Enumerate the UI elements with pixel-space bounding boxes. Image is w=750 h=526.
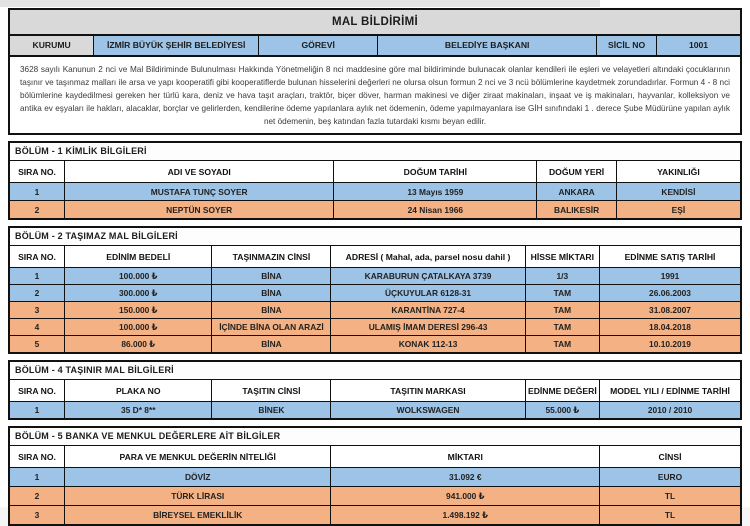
data-cell: TAM <box>525 336 599 352</box>
data-cell: 2 <box>34 491 40 501</box>
header-cell: TAŞINMAZIN CİNSİ <box>211 246 330 267</box>
header-cell: ADI VE SOYADI <box>64 161 333 182</box>
kurumu-value: İZMİR BÜYÜK ŞEHİR BELEDİYESİ <box>93 36 258 55</box>
table-row <box>10 285 740 302</box>
document-header-block <box>8 8 742 135</box>
data-cell: TL <box>599 506 740 524</box>
data-cell: TL <box>599 487 740 505</box>
data-cell: 1.498.192 ₺ <box>330 506 599 524</box>
data-cell: BALIKESİR <box>536 201 616 218</box>
data-cell: 3 <box>34 510 40 520</box>
data-cell: BİNA <box>211 268 330 284</box>
table-row <box>10 319 740 336</box>
header-cell: MİKTARI <box>330 446 599 467</box>
header-cell: SIRA NO. <box>18 251 56 262</box>
scan-artifact-strip <box>0 0 600 7</box>
data-cell: 100.000 ₺ <box>64 268 211 284</box>
section <box>8 360 742 420</box>
data-cell: 35 D* 8** <box>64 402 211 418</box>
kurumu-label: KURUMU <box>10 36 93 55</box>
table-header-row <box>10 246 740 268</box>
table-row <box>10 302 740 319</box>
section-title: BÖLÜM - 1 KİMLİK BİLGİLERİ <box>10 143 740 161</box>
header-cell: EDİNİM BEDELİ <box>64 246 211 267</box>
header-cell: EDİNME SATIŞ TARİHİ <box>599 246 740 267</box>
data-cell: 24 Nisan 1966 <box>333 201 536 218</box>
data-cell: 2010 / 2010 <box>599 402 740 418</box>
header-cell: DOĞUM TARİHİ <box>333 161 536 182</box>
data-cell: WOLKSWAGEN <box>330 402 524 418</box>
data-cell: 26.06.2003 <box>599 285 740 301</box>
legal-declaration-text: 3628 sayılı Kanunun 2 nci ve Mal Bildiriminde Bulunulması Hakkında Yönetmeliğin 8 nci maddesine göre mal bildiriminde bulunacak olanlar kendileri ile eşleri ve velayetleri altındaki çocuklarının taşınır ve taşınmaz malları ile arsa ve yapı kooperatifi gibi kooperatiflerde bulunan hisselerini değerleri ne olursa olsun formun 2 nci ve 3 ncü bölümlerine kaydetmek zorundadırlar. Formun 4 - 8 nci bölümlerine kaydedilmesi gereken her türlü kara, deniz ve hava taşıt araçları, traktör, biçer döver, harman makinesi ve diğer ziraat makinaları, inşaat ve iş makinaları, hayvanlar, kolleksiyon ve antika ev eşyaları ile hakları, alacaklar, borçlar ve gelirlerden, kendilerine ödeme yapılanlara aylık net ödemenin, ödeme yapılmayanlara ise GİH sınıfındaki 1 . derece Şube Müdürüne yapılan aylık net ödemenin, beş katından fazla tutardaki kısmı beyan edilir. <box>20 65 730 126</box>
data-cell: 4 <box>34 322 40 332</box>
data-cell: 18.04.2018 <box>599 319 740 335</box>
data-cell: 1/3 <box>525 268 599 284</box>
sicil-no-value: 1001 <box>656 36 740 55</box>
header-cell: EDİNME DEĞERİ <box>525 380 599 401</box>
data-cell: KENDİSİ <box>616 183 740 200</box>
data-cell: TÜRK LİRASI <box>64 487 330 505</box>
table-row <box>10 268 740 285</box>
header-cell: PLAKA NO <box>64 380 211 401</box>
data-cell: 1991 <box>599 268 740 284</box>
header-cell: PARA VE MENKUL DEĞERİN NİTELİĞİ <box>64 446 330 467</box>
data-cell: EŞİ <box>616 201 740 218</box>
data-cell: 10.10.2019 <box>599 336 740 352</box>
data-cell: 31.092 € <box>330 468 599 486</box>
data-cell: ÜÇKUYULAR 6128-31 <box>330 285 524 301</box>
data-cell: 300.000 ₺ <box>64 285 211 301</box>
data-cell: 55.000 ₺ <box>525 402 599 418</box>
section <box>8 141 742 220</box>
header-cell: TAŞITIN MARKASI <box>330 380 524 401</box>
table-row <box>10 183 740 201</box>
header-cell: HİSSE MİKTARI <box>525 246 599 267</box>
document-title: MAL BİLDİRİMİ <box>10 10 740 36</box>
table-header-row <box>10 446 740 468</box>
header-cell: ADRESİ ( Mahal, ada, parsel nosu dahil ) <box>330 246 524 267</box>
data-cell: KARABURUN ÇATALKAYA 3739 <box>330 268 524 284</box>
data-cell: İÇİNDE BİNA OLAN ARAZİ <box>211 319 330 335</box>
data-cell: 2 <box>34 204 40 215</box>
header-cell: SIRA NO. <box>18 385 56 396</box>
table-header-row <box>10 380 740 402</box>
data-cell: DÖVİZ <box>64 468 330 486</box>
data-cell: TAM <box>525 285 599 301</box>
section-title: BÖLÜM - 2 TAŞIMAZ MAL BİLGİLERİ <box>10 228 740 246</box>
data-cell: 2 <box>34 288 40 298</box>
gorevi-value: BELEDİYE BAŞKANI <box>377 36 596 55</box>
table-row <box>10 468 740 487</box>
header-cell: SIRA NO. <box>18 166 56 177</box>
data-cell: KARANTİNA 727-4 <box>330 302 524 318</box>
table-row <box>10 487 740 506</box>
data-cell: 100.000 ₺ <box>64 319 211 335</box>
header-cell: MODEL YILI / EDİNME TARİHİ <box>599 380 740 401</box>
data-cell: 1 <box>34 271 40 281</box>
data-cell: 1 <box>34 472 40 482</box>
data-cell: MUSTAFA TUNÇ SOYER <box>64 183 333 200</box>
table-row <box>10 506 740 524</box>
data-cell: BİNA <box>211 336 330 352</box>
section <box>8 426 742 526</box>
data-cell: 941.000 ₺ <box>330 487 599 505</box>
data-cell: 13 Mayıs 1959 <box>333 183 536 200</box>
data-cell: TAM <box>525 319 599 335</box>
data-cell: 1 <box>34 186 40 197</box>
section <box>8 226 742 354</box>
data-cell: ULAMIŞ İMAM DERESİ 296-43 <box>330 319 524 335</box>
institution-info-row <box>10 36 740 57</box>
data-cell: 31.08.2007 <box>599 302 740 318</box>
section-title: BÖLÜM - 5 BANKA VE MENKUL DEĞERLERE AİT BİLGİLER <box>10 428 740 446</box>
data-cell: ANKARA <box>536 183 616 200</box>
table-row <box>10 336 740 352</box>
data-cell: BİNA <box>211 302 330 318</box>
header-cell: CİNSİ <box>599 446 740 467</box>
sicil-no-label: SİCİL NO <box>596 36 656 55</box>
data-cell: BİNA <box>211 285 330 301</box>
header-cell: TAŞITIN CİNSİ <box>211 380 330 401</box>
gorevi-label: GÖREVİ <box>258 36 377 55</box>
data-cell: NEPTÜN SOYER <box>64 201 333 218</box>
data-cell: EURO <box>599 468 740 486</box>
data-cell: 150.000 ₺ <box>64 302 211 318</box>
header-cell: SIRA NO. <box>18 451 56 462</box>
header-cell: YAKINLIĞI <box>616 161 740 182</box>
data-cell: KONAK 112-13 <box>330 336 524 352</box>
sections <box>8 141 742 526</box>
section-title: BÖLÜM - 4 TAŞINIR MAL BİLGİLERİ <box>10 362 740 380</box>
data-cell: BİREYSEL EMEKLİLİK <box>64 506 330 524</box>
data-cell: BİNEK <box>211 402 330 418</box>
header-cell: DOĞUM YERİ <box>536 161 616 182</box>
data-cell: 5 <box>34 339 40 349</box>
table-header-row <box>10 161 740 183</box>
table-row <box>10 201 740 218</box>
data-cell: 3 <box>34 305 40 315</box>
data-cell: TAM <box>525 302 599 318</box>
table-row <box>10 402 740 418</box>
data-cell: 1 <box>34 405 40 415</box>
data-cell: 86.000 ₺ <box>64 336 211 352</box>
